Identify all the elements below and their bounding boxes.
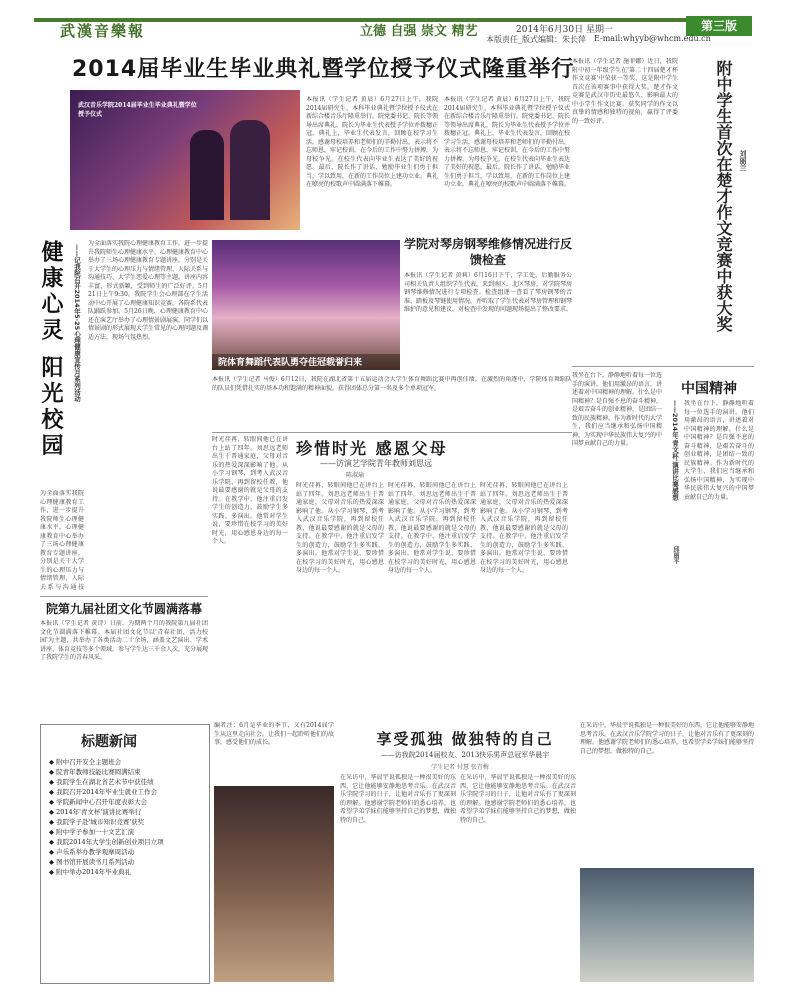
headline-text: 我院学生在湖北省艺术节中获佳绩 [56,778,154,786]
issue-date: 2014年6月30日 星期一 [516,25,613,35]
divider [572,366,754,367]
chorus-article-body: 本报讯（学生记者 黄诗）日前，为期两个月的我院第九届社团文化节圆满落下帷幕。本届社团文化节以'青春社团，活力校园'为主题，共举办了各类活动二十余场，涵盖文艺演出、学术讲座、体育竞技等多个领域，参与学生达三千余人次，充分展现了我院学生的青春风采。 [40,620,208,661]
piano-article-body: 本报讯（学生记者 黄莉）6月16日下午，学工处、后勤服务公司相关负责人组织学生代表，来到南区、北区琴房，对学院琴房钢琴维修情况进行专项检查。检查组逐一查看了琴房钢琴的音准、踏板及琴键使用情况，并听取了学生代表对琴房管理和钢琴维护的意见和建议，对检查中发现的问题现场提出了整改要求。 [404,272,572,313]
bottom-article-body-col1: 在采访中，华晨宇说孤独是一种很美好的东西，它让他能够安静地思考音乐。在武汉音乐学院学习的日子，让他对音乐有了更深刻的理解。他感谢学院老师们的悉心培养，也希望学弟学妹们能够坚持自己的梦想，做独特的自己。 [340,774,456,824]
editor-credit: 本版责任_版式编辑：朱长萍 [486,35,586,44]
health-article-title: 健康心灵 阳光校园 [38,240,63,460]
headline-item[interactable]: ◆ 我院学子赴'城市知识竞赛'获奖 [49,818,145,826]
yan-article-title: 珍惜时光 感恩父母 [296,439,448,458]
yan-article-body-col3: 时光荏苒，转眼间他已在讲台上站了四年。刘思远老师出生于普通家庭，父母对音乐的热爱深深影响了他。从小学习钢琴，到考入武汉音乐学院，再到留校任教，他说最要感谢的就是父母的支持。在教学中，他注重启发学生的创造力，鼓励学生多实践、多演出。他常对学生说，要珍惜在校学习的美好时光，用心感恩身边的每一个人。 [480,482,568,574]
person-silhouette [230,120,270,220]
yan-article-body-col0: 时光荏苒，转眼间他已在讲台上站了四年。刘思远老师出生于普通家庭，父母对音乐的热爱深深影响了他。从小学习钢琴，到考入武汉音乐学院，再到留校任教，他说最要感谢的就是父母的支持。在教学中，他注重启发学生的创造力，鼓励学生多实践、多演出。他常对学生说，要珍惜在校学习的美好时光，用心感恩身边的每一个人。 [212,436,288,545]
alumni-photo [214,786,334,982]
photo-caption: 武汉音乐学院2014届毕业生毕业典礼暨学位授予仪式 [78,102,197,118]
china-article-subtitle: ——2014年'青文杯'演讲比赛感想 [671,400,679,501]
bottom-article-body-col2: 在采访中，华晨宇说孤独是一种很美好的东西，它让他能够安静地思考音乐。在武汉音乐学院学习的日子，让他对音乐有了更深刻的理解。他感谢学院老师们的悉心培养，也希望学弟学妹们能够坚持自己的梦想，做独特的自己。 [460,774,576,824]
headline-text: 我院召开2014年毕业生就业工作会 [56,788,158,796]
headline-text: 声乐系举办教学观摩周活动 [56,848,135,856]
dance-photo-caption: 院体育舞蹈代表队勇夺佳冠载誉归来 [218,358,363,368]
group-photo [580,868,754,982]
headline-text: 附中举办2014年毕业典礼 [56,868,132,876]
headline-item[interactable]: ◆ 声乐系举办教学观摩周活动 [49,848,135,856]
yan-article-author: 陈淑瑜 [346,472,365,479]
contact-email: E-mail:whyyb@whcm.edu.cn [594,34,711,43]
headline-item[interactable]: ◆ 2014年'青文杯'演讲比赛举行 [49,808,142,816]
page-header [0,0,788,44]
piano-article-title: 学院对琴房钢琴维修情况进行反馈检查 [404,237,573,267]
health-article-body-col1: 为全面落实我院心理健康教育工作，进一步提升我院师生心理健康水平，心理健康教育中心举办了三场心理健康教育专题讲座，分别是关于大学生的心理压力与情绪管理、人际关系与沟通技巧、大学生恋爱心理等主题。讲座内容丰富，形式新颖，受到师生的广泛好评。5月21日上午9:30，我院学生会心理部在学生活动中心开展了心理健康知识竞赛，各院系代表队踊跃参加。5月26日晚，心理健康教育中心还在演艺厅举办了心理情景剧展演，同学们以情景剧的形式展现大学生常见的心理问题及调适方法，现场气氛热烈。 [88,240,208,341]
headlines-box-title: 标题新闻 [81,734,137,750]
china-article-body: 我坐在台下，静静地听着每一位选手的演讲。他们用激昂的语言，讲述着对中国精神的理解。什么是中国精神？是自强不息的奋斗精神，是艰苦奋斗的创业精神，是团结一致的民族精神。作为新时代的大学生，我们应当继承和弘扬中国精神，为实现中华民族伟大复兴的中国梦贡献自己的力量。 [572,372,662,447]
divider [212,432,572,433]
headline-text: 我院学子赴'城市知识竞赛'获奖 [56,818,145,826]
headline-item[interactable]: ◆ 附中举办2014年毕业典礼 [49,868,132,876]
headline-item[interactable]: ◆ 附中召开安全主题班会 [49,758,122,766]
headline-item[interactable]: ◆ 我院2014年大学生创新创业项目立项 [49,838,164,846]
main-article-body-col1: 本报讯（学生记者 黄晨）6月27日上午，我院2014届研究生、本科毕业典礼暨学位授予仪式在新综合楼音乐厅隆重举行。院党委书记、院长等领导出席典礼，院长为毕业生代表授予学位并拨穗正冠。典礼上，毕业生代表发言，回顾在校学习生活，感谢母校培养和老师们的辛勤付出，表示将不忘师恩，牢记校训，在今后的工作中努力拼搏，为母校争光。在校生代表向毕业生表达了美好的祝愿。最后，院长作了讲话，勉励毕业生们勇于担当，学以致用，在新的工作岗位上建功立业。典礼在嘹亮的校歌声中圆满落下帷幕。 [306,96,438,188]
dance-team-photo [212,240,400,370]
person-silhouette [190,130,224,220]
headline-text: 我院2014年大学生创新创业项目立项 [56,838,164,846]
headline-text: 学院新闻中心召开年度表彰大会 [56,798,148,806]
headline-item[interactable]: ◆ 学院新闻中心召开年度表彰大会 [49,798,148,806]
editor-note: 编者注：6月是毕业的季节，又有2014届学生从这里走向社会。让我们一起聆听他们的故事，感受他们的成长。 [214,722,334,746]
winner-article-body: 本报讯（学生记者 施菲娜）近日，我院附中初一年级学生在'第二十四届楚才杯作文竞赛'中荣获一等奖，这是附中学生首次在该项赛事中获得大奖。楚才作文竞赛是武汉市历史最悠久、影响最大的中小学生作文比赛。获奖同学的作文以真挚的情感和独特的视角，赢得了评委的一致好评。 [572,58,678,125]
yan-article-body-col2: 时光荏苒，转眼间他已在讲台上站了四年。刘思远老师出生于普通家庭，父母对音乐的热爱深深影响了他。从小学习钢琴，到考入武汉音乐学院，再到留校任教，他说最要感谢的就是父母的支持。在教学中，他注重启发学生的创造力，鼓励学生多实践、多演出。他常对学生说，要珍惜在校学习的美好时光，用心感恩身边的每一个人。 [388,482,476,574]
china-article-author: 邱丽平 [672,546,679,564]
health-article-subtitle: ——记我院召开2014年5·25心理健康宣传月系列活动 [73,244,81,402]
headline-text: 附中召开安全主题班会 [56,758,122,766]
headline-item[interactable]: ◆ 图书馆开展读书月系列活动 [49,858,135,866]
dance-article-body: 本报讯（学生记者 马俊）6月12日，我院在湖北省第十五届运动会大学生体育舞蹈比赛中再创佳绩。在激烈的角逐中，学院体育舞蹈队的队员们凭借扎实的基本功和饱满的精神面貌，获得团体总分第一名及多个单项冠军。 [212,376,572,392]
winner-article-title: 附中学生首次在楚才作文竞赛中获大奖 [714,60,733,332]
bottom-article-subtitle: ——访我院2014届校友、2013快乐男声总冠军华晨宇 [380,751,550,759]
headline-text: 附中学子参加一十文艺汇演 [56,828,135,836]
headline-text: 图书馆开展读书月系列活动 [56,858,135,866]
divider [40,596,208,597]
headline-item[interactable]: ◆ 附中学子参加一十文艺汇演 [49,828,135,836]
china-article-body-col2: 我坐在台下，静静地听着每一位选手的演讲。他们用激昂的语言，讲述着对中国精神的理解。什么是中国精神？是自强不息的奋斗精神，是艰苦奋斗的创业精神，是团结一致的民族精神。作为新时代的大学生，我们应当继承和弘扬中国精神，为实现中华民族伟大复兴的中国梦贡献自己的力量。 [684,400,754,501]
yan-article-body-col1: 时光荏苒，转眼间他已在讲台上站了四年。刘思远老师出生于普通家庭，父母对音乐的热爱深深影响了他。从小学习钢琴，到考入武汉音乐学院，再到留校任教，他说最要感谢的就是父母的支持。在教学中，他注重启发学生的创造力，鼓励学生多实践、多演出。他常对学生说，要珍惜在校学习的美好时光，用心感恩身边的每一个人。 [296,482,384,574]
headline-text: 2014年'青文杯'演讲比赛举行 [56,808,142,816]
winner-article-author: 刘丽兰 [739,150,747,171]
headlines-box [40,724,210,984]
yan-article-subtitle: ——访演艺学院青年教师刘思远 [320,459,432,468]
main-headline: 2014届毕业生毕业典礼暨学位授予仪式隆重举行 [72,57,575,82]
china-article-title: 中国精神 [681,381,737,397]
headline-text: 院青年教师技能比赛圆满结束 [56,768,141,776]
main-article-body-col2: 本报讯（学生记者 黄晨）6月27日上午，我院2014届研究生、本科毕业典礼暨学位授予仪式在新综合楼音乐厅隆重举行。院党委书记、院长等领导出席典礼，院长为毕业生代表授予学位并拨穗正冠。典礼上，毕业生代表发言，回顾在校学习生活，感谢母校培养和老师们的辛勤付出，表示将不忘师恩，牢记校训，在今后的工作中努力拼搏，为母校争光。在校生代表向毕业生表达了美好的祝愿。最后，院长作了讲话，勉励毕业生们勇于担当，学以致用，在新的工作岗位上建功立业。典礼在嘹亮的校歌声中圆满落下帷幕。 [444,96,570,188]
bottom-article-body-col3: 在采访中，华晨宇说孤独是一种很美好的东西，它让他能够安静地思考音乐。在武汉音乐学院学习的日子，让他对音乐有了更深刻的理解。他感谢学院老师们的悉心培养，也希望学弟学妹们能够坚持自己的梦想，做独特的自己。 [580,722,754,755]
newspaper-logo: 武漢音樂報 [60,22,146,40]
bottom-article-title: 享受孤独 做独特的自己 [376,730,554,748]
school-motto: 立德 自强 崇文 精艺 [360,24,478,39]
headline-item[interactable]: ◆ 我院召开2014年毕业生就业工作会 [49,788,158,796]
health-article-body-col0: 为全面落实我院心理健康教育工作，进一步提升我院师生心理健康水平，心理健康教育中心举办了三场心理健康教育专题讲座，分别是关于大学生的心理压力与情绪管理、人际关系与沟通技 [40,490,84,590]
page-number-badge: 第三版 [686,16,752,36]
headline-item[interactable]: ◆ 院青年教师技能比赛圆满结束 [49,768,141,776]
chorus-article-title: 院第九届社团文化节圆满落幕 [45,602,202,616]
headlines-list [49,757,203,877]
graduation-photo [70,90,300,230]
headline-item[interactable]: ◆ 我院学生在湖北省艺术节中获佳绩 [49,778,154,786]
bottom-article-author: 学生记者 付慧 张青梅 [431,764,489,771]
